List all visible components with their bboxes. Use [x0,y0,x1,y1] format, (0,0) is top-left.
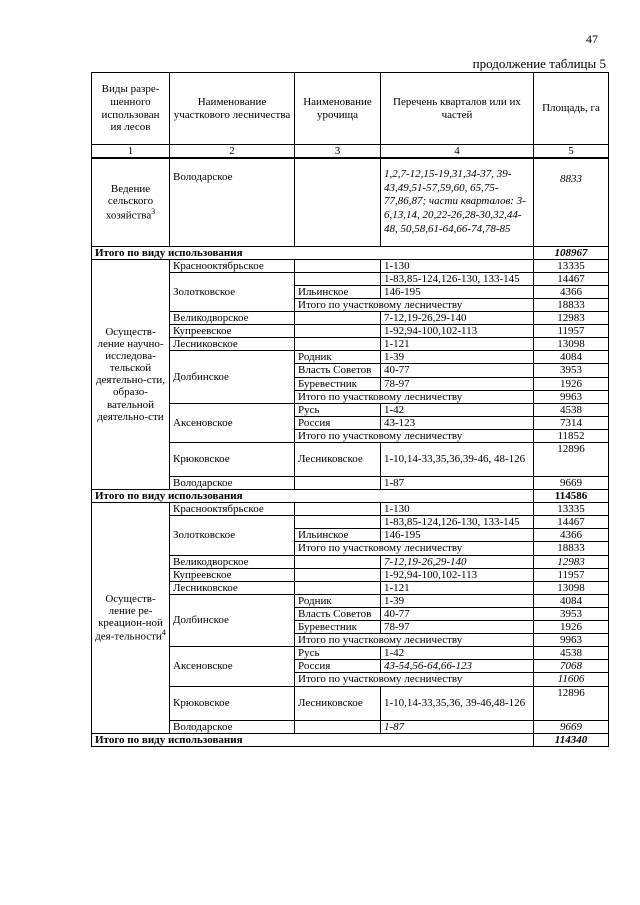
forestry-cell: Золотковское [170,272,295,311]
table-row [92,581,609,594]
table-row [92,503,609,516]
table-row [92,647,609,660]
table-row [92,594,609,607]
area-cell: 8833 [534,158,609,246]
table-row [92,555,609,568]
table-row [92,325,609,338]
area-cell: 1926 [534,377,609,390]
tract-cell: Русь [295,403,381,416]
forestry-cell: Лесниковское [170,581,295,594]
area-cell: 11957 [534,568,609,581]
use-type-text: Осуществ-ление ре-креацион-ной дея-тельности [95,592,163,643]
tract-cell [295,158,381,246]
tract-cell [295,568,381,581]
forestry-cell: Золотковское [170,516,295,555]
table-row [92,259,609,272]
tract-cell [295,272,381,285]
area-cell: 7068 [534,660,609,673]
tract-cell: Россия [295,416,381,429]
quarters-cell: 40-77 [381,364,534,377]
table-row [92,686,609,720]
area-cell: 11606 [534,673,609,686]
subtotal-label: Итого по участковому лесничеству [295,298,534,311]
area-cell: 3953 [534,607,609,620]
tract-cell: Россия [295,660,381,673]
area-cell: 12896 [534,443,609,477]
forestry-cell: Великодворское [170,312,295,325]
forestry-cell: Долбинское [170,351,295,403]
header-quarters: Перечень кварталов или их частей [381,73,534,145]
tract-cell: Власть Советов [295,607,381,620]
area-cell: 13335 [534,259,609,272]
quarters-cell: 1-42 [381,647,534,660]
table-row [92,720,609,733]
tract-cell [295,325,381,338]
table-caption: продолжение таблицы 5 [472,56,606,71]
footnote-mark: 3 [151,206,156,216]
tract-cell [295,477,381,490]
quarters-cell: 1-92,94-100,102-113 [381,325,534,338]
area-cell: 4084 [534,594,609,607]
footnote-mark: 4 [161,628,166,638]
area-cell: 18833 [534,298,609,311]
forest-use-table [91,72,609,747]
quarters-cell: 7-12,19-26,29-140 [381,312,534,325]
total-label: Итого по виду использования [92,246,534,259]
table-row [92,312,609,325]
quarters-cell: 78-97 [381,377,534,390]
table-row [92,158,609,246]
area-cell: 4538 [534,403,609,416]
area-cell: 13098 [534,338,609,351]
area-cell: 4366 [534,285,609,298]
subtotal-label: Итого по участковому лесничеству [295,634,534,647]
forestry-cell: Аксеновское [170,647,295,686]
use-type-cell [92,158,170,246]
quarters-cell: 1-39 [381,594,534,607]
area-cell: 13335 [534,503,609,516]
col-number: 3 [295,145,381,159]
col-number: 2 [170,145,295,159]
quarters-cell: 1-10,14-33,35,36, 39-46,48-126 [381,686,534,720]
tract-cell: Родник [295,351,381,364]
quarters-cell: 43-54,56-64,66-123 [381,660,534,673]
table-row [92,477,609,490]
tract-cell [295,555,381,568]
forestry-cell: Володарское [170,720,295,733]
area-cell: 11957 [534,325,609,338]
subtotal-label: Итого по участковому лесничеству [295,429,534,442]
quarters-cell: 78-97 [381,621,534,634]
table-row [92,443,609,477]
table-row [92,403,609,416]
quarters-cell: 40-77 [381,607,534,620]
area-cell: 12983 [534,312,609,325]
tract-cell: Русь [295,647,381,660]
table-row [92,516,609,529]
quarters-cell: 146-195 [381,285,534,298]
header-forestry: Наименование участкового лесничества [170,73,295,145]
total-row [92,490,609,503]
total-label: Итого по виду использования [92,490,534,503]
tract-cell: Лесниковское [295,443,381,477]
quarters-cell: 1-42 [381,403,534,416]
area-cell: 4084 [534,351,609,364]
area-cell: 9963 [534,634,609,647]
total-value: 108967 [534,246,609,259]
quarters-cell: 1-87 [381,720,534,733]
area-cell: 14467 [534,516,609,529]
quarters-cell: 1-130 [381,259,534,272]
total-row [92,246,609,259]
area-cell: 9669 [534,477,609,490]
quarters-cell: 1-130 [381,503,534,516]
header-tract: Наименование урочища [295,73,381,145]
quarters-cell: 1-87 [381,477,534,490]
quarters-cell: 1,2,7-12,15-19,31,34-37, 39-43,49,51-57,59,60, 65,75-77,86,87; части кварталов: 3-6,13,14, 20,22-26,28-30,32,44-48, 50,58,61-64,66-74,78-85 [381,158,534,246]
forestry-cell: Крюковское [170,686,295,720]
quarters-cell: 1-121 [381,338,534,351]
quarters-cell: 1-83,85-124,126-130, 133-145 [381,516,534,529]
quarters-cell: 1-92,94-100,102-113 [381,568,534,581]
total-value: 114586 [534,490,609,503]
area-cell: 12896 [534,686,609,720]
use-type-cell: Осуществ-ление научно-исследова-тельской деятельно-сти, образо-вательной деятельно-сти [92,259,170,489]
table-row [92,272,609,285]
area-cell: 7314 [534,416,609,429]
col-number: 1 [92,145,170,159]
tract-cell: Буревестник [295,377,381,390]
tract-cell [295,338,381,351]
subtotal-label: Итого по участковому лесничеству [295,673,534,686]
col-number: 4 [381,145,534,159]
quarters-cell: 1-39 [381,351,534,364]
forestry-cell: Купреевское [170,568,295,581]
page-number: 47 [586,32,598,46]
tract-cell: Лесниковское [295,686,381,720]
forestry-cell: Краснооктябрьское [170,259,295,272]
forestry-cell: Володарское [170,477,295,490]
area-cell: 4366 [534,529,609,542]
quarters-cell: 1-83,85-124,126-130, 133-145 [381,272,534,285]
forestry-cell: Великодворское [170,555,295,568]
table-row [92,351,609,364]
tract-cell: Ильинское [295,285,381,298]
header-use-type: Виды разре-шенного использован ия лесов [92,73,170,145]
area-cell: 9963 [534,390,609,403]
quarters-cell: 43-123 [381,416,534,429]
column-numbers-row [92,145,609,159]
total-label: Итого по виду использования [92,733,534,746]
area-cell: 14467 [534,272,609,285]
quarters-cell: 1-10,14-33,35,36,39-46, 48-126 [381,443,534,477]
tract-cell [295,503,381,516]
total-value: 114340 [534,733,609,746]
tract-cell: Родник [295,594,381,607]
tract-cell: Буревестник [295,621,381,634]
area-cell: 18833 [534,542,609,555]
tract-cell [295,516,381,529]
quarters-cell: 146-195 [381,529,534,542]
use-type-cell [92,503,170,733]
tract-cell: Ильинское [295,529,381,542]
forestry-cell: Краснооктябрьское [170,503,295,516]
table-row [92,338,609,351]
area-cell: 11852 [534,429,609,442]
forestry-cell: Купреевское [170,325,295,338]
header-area: Площадь, га [534,73,609,145]
forestry-cell: Лесниковское [170,338,295,351]
area-cell: 4538 [534,647,609,660]
forestry-cell: Володарское [170,158,295,246]
forestry-cell: Долбинское [170,594,295,646]
forestry-cell: Крюковское [170,443,295,477]
quarters-cell: 7-12,19-26,29-140 [381,555,534,568]
total-row [92,733,609,746]
use-type-text: Ведение сельского хозяйства [105,183,154,222]
header-row [92,73,609,145]
table-row [92,568,609,581]
area-cell: 13098 [534,581,609,594]
quarters-cell: 1-121 [381,581,534,594]
area-cell: 1926 [534,621,609,634]
col-number: 5 [534,145,609,159]
subtotal-label: Итого по участковому лесничеству [295,390,534,403]
forestry-cell: Аксеновское [170,403,295,442]
subtotal-label: Итого по участковому лесничеству [295,542,534,555]
tract-cell [295,259,381,272]
area-cell: 3953 [534,364,609,377]
tract-cell: Власть Советов [295,364,381,377]
tract-cell [295,312,381,325]
tract-cell [295,581,381,594]
area-cell: 9669 [534,720,609,733]
area-cell: 12983 [534,555,609,568]
tract-cell [295,720,381,733]
